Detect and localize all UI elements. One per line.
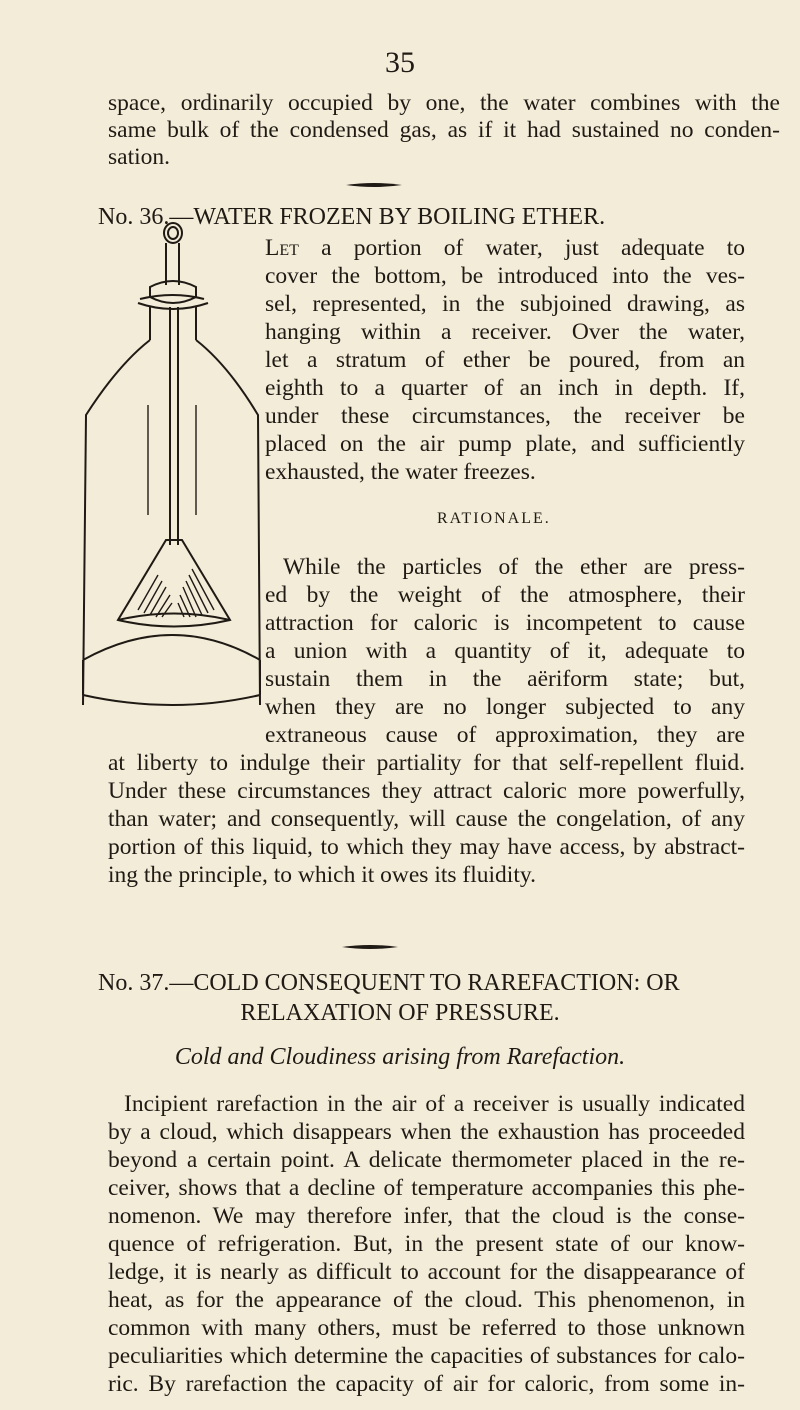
- s37-line-6: quence of refrigeration. But, in the present state of our know-: [108, 1231, 745, 1257]
- s37-line-4: ceiver, shows that a decline of temperature accompanies this phe-: [108, 1175, 745, 1201]
- intro-line-3: sation.: [108, 144, 171, 170]
- s37-line-11: ric. By rarefaction the capacity of air for caloric, from some in-: [108, 1371, 745, 1397]
- s36-intro-line-1: Let a portion of water, just adequate to: [265, 235, 746, 261]
- rationale-wide-line-2: Under these circumstances they attract caloric more powerfully,: [108, 778, 745, 804]
- rationale-line-5: sustain them in the aëriform state; but,: [265, 666, 745, 692]
- rationale-wide-line-1: at liberty to indulge their partiality for that self-repellent fluid.: [108, 750, 745, 776]
- section-37-subheading: Cold and Cloudiness arising from Rarefaction.: [174, 1044, 626, 1070]
- s37-line-2: by a cloud, which disappears when the exhaustion has proceeded: [108, 1119, 745, 1145]
- page-number: 35: [385, 46, 415, 79]
- rationale-line-6: when they are no longer subjected to any: [265, 694, 745, 720]
- rationale-line-4: a union with a quantity of it, adequate to: [265, 638, 745, 664]
- rationale-line-7: extraneous cause of approximation, they are: [265, 722, 745, 748]
- s36-intro-line-7: under these circumstances, the receiver be: [265, 403, 745, 429]
- s36-intro-line-6: eighth to a quarter of an inch in depth. If,: [265, 375, 745, 401]
- s37-line-8: heat, as for the appearance of the cloud. This phenomenon, in: [108, 1287, 745, 1313]
- rationale-wide-line-5: ing the principle, to which it owes its fluidity.: [108, 862, 536, 888]
- s37-line-3: beyond a certain point. A delicate thermometer placed in the re-: [108, 1147, 745, 1173]
- s37-line-1: Incipient rarefaction in the air of a receiver is usually indicated: [124, 1091, 745, 1117]
- rationale-wide-line-3: than water; and consequently, will cause the congelation, of any: [108, 806, 745, 832]
- rationale-line-1: While the particles of the ether are press-: [283, 554, 745, 580]
- rationale-wide-line-4: portion of this liquid, to which they may have access, by abstract-: [108, 834, 745, 860]
- section-37-heading-line-2: RELAXATION OF PRESSURE.: [240, 1000, 560, 1026]
- s36-intro-line-5: let a stratum of ether be poured, from an: [265, 347, 745, 373]
- s36-first-word: Let: [265, 235, 299, 261]
- ornamental-rule: [344, 178, 404, 192]
- rationale-heading: RATIONALE.: [437, 510, 551, 527]
- s36-intro-line-9: exhausted, the water freezes.: [265, 459, 536, 485]
- s37-line-5: nomenon. We may therefore infer, that the cloud is the conse-: [108, 1203, 745, 1229]
- ornamental-rule: [340, 940, 400, 954]
- s37-line-7: ledge, it is nearly as difficult to account for the disappearance of: [108, 1259, 745, 1285]
- s36-intro-line-3: sel, represented, in the subjoined drawing, as: [265, 291, 745, 317]
- rationale-line-3: attraction for caloric is incompetent to cause: [265, 610, 745, 636]
- s37-line-10: peculiarities which determine the capacities of substances for calo-: [108, 1343, 745, 1369]
- section-36-heading: No. 36.—WATER FROZEN BY BOILING ETHER.: [98, 204, 606, 230]
- s37-line-9: common with many others, must be referred to those unknown: [108, 1315, 745, 1341]
- s36-intro-line-4: hanging within a receiver. Over the water,: [265, 319, 745, 345]
- s36-intro-line-8: placed on the air pump plate, and sufficiently: [265, 431, 745, 457]
- intro-line-2: same bulk of the condensed gas, as if it had sustained no conden-: [108, 117, 780, 143]
- section-37-heading-line-1: No. 37.—COLD CONSEQUENT TO RAREFACTION: OR: [98, 970, 680, 996]
- bell-jar-receiver-illustration: [78, 215, 263, 707]
- intro-line-1: space, ordinarily occupied by one, the water combines with the: [108, 90, 780, 116]
- s36-intro-line-2: cover the bottom, be introduced into the ves-: [265, 263, 745, 289]
- rationale-line-2: ed by the weight of the atmosphere, their: [265, 582, 745, 608]
